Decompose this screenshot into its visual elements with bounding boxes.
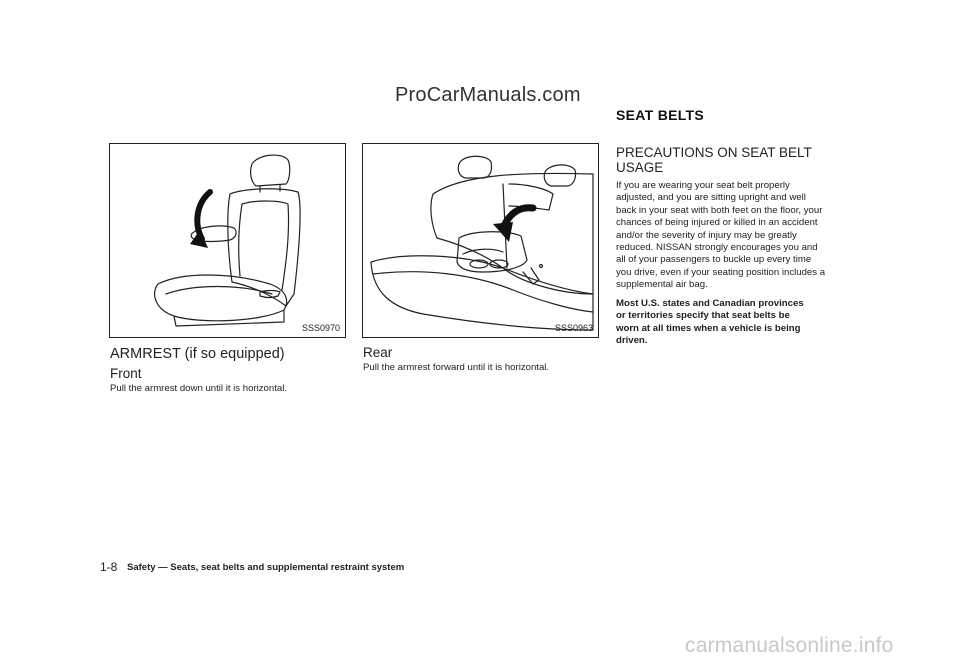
paragraph-line: all of your passengers to buckle up every time bbox=[616, 254, 812, 266]
notice-line: Most U.S. states and Canadian provinces bbox=[616, 298, 804, 309]
figure-code: SSS0963 bbox=[554, 323, 593, 333]
paragraph-line: If you are wearing your seat belt properly bbox=[616, 180, 790, 191]
rear-heading: Rear bbox=[363, 345, 393, 360]
front-seat-illustration bbox=[110, 144, 345, 337]
armrest-heading: ARMREST (if so equipped) bbox=[110, 346, 285, 362]
rear-instruction: Pull the armrest forward until it is horizontal. bbox=[363, 362, 550, 373]
precautions-paragraph bbox=[616, 180, 852, 292]
rear-seat-illustration bbox=[363, 144, 598, 337]
paragraph-line: you drive, even if your seating position includes a bbox=[616, 266, 826, 278]
footer-section-title: Safety — Seats, seat belts and supplemental restraint system bbox=[127, 562, 405, 573]
figure-code: SSS0970 bbox=[301, 323, 340, 333]
page-number: 1-8 bbox=[100, 560, 118, 574]
rear-armrest-figure bbox=[362, 143, 599, 338]
paragraph-line: chances of being injured or killed in an accident bbox=[616, 217, 818, 229]
precautions-heading-line: USAGE bbox=[616, 160, 664, 175]
precautions-heading bbox=[616, 145, 812, 175]
paragraph-line: adjusted, and you are sitting upright and well bbox=[616, 192, 806, 204]
paragraph-line: supplemental air bag. bbox=[616, 279, 708, 291]
notice-line: driven. bbox=[616, 335, 648, 347]
front-armrest-figure bbox=[109, 143, 346, 338]
watermark-top: ProCarManuals.com bbox=[395, 84, 581, 106]
watermark-bottom: carmanualsonline.info bbox=[685, 634, 894, 657]
notice-line: or territories specify that seat belts be bbox=[616, 310, 790, 322]
notice-line: worn at all times when a vehicle is being bbox=[616, 322, 801, 334]
front-heading: Front bbox=[110, 366, 142, 381]
front-instruction: Pull the armrest down until it is horizontal. bbox=[110, 383, 288, 394]
precautions-heading-line: PRECAUTIONS ON SEAT BELT bbox=[616, 145, 812, 160]
law-notice bbox=[616, 298, 852, 348]
paragraph-line: back in your seat with both feet on the floor, your bbox=[616, 204, 823, 216]
paragraph-line: reduced. NISSAN strongly encourages you and bbox=[616, 242, 818, 254]
paragraph-line: and/or the severity of injury may be greatly bbox=[616, 229, 797, 241]
seat-belts-title: SEAT BELTS bbox=[616, 107, 705, 123]
